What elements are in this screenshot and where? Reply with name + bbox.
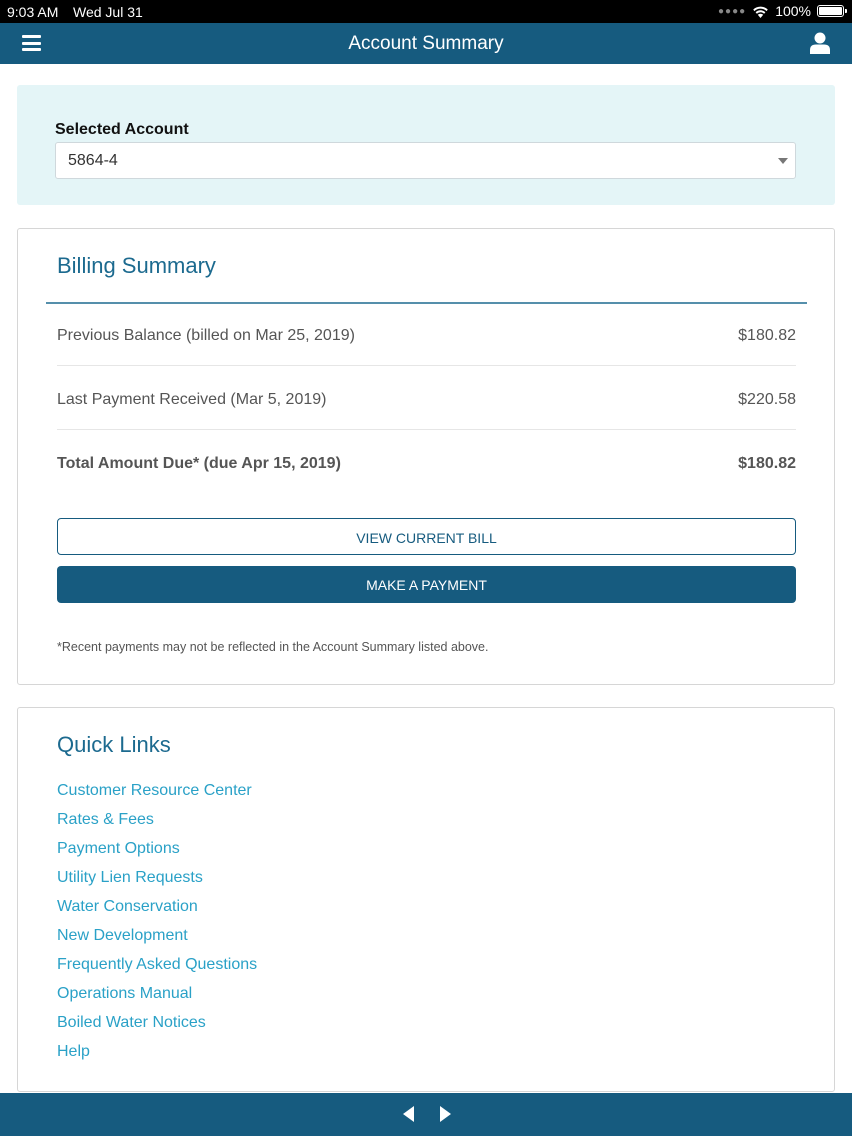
status-bar — [0, 0, 852, 23]
make-payment-button[interactable]: MAKE A PAYMENT — [57, 566, 796, 603]
back-arrow-icon[interactable] — [403, 1106, 414, 1122]
battery-icon — [817, 5, 844, 17]
status-date: Wed Jul 31 — [73, 4, 143, 20]
account-selector-panel — [17, 85, 835, 205]
payment-note: *Recent payments may not be reflected in the Account Summary listed above. — [57, 640, 489, 654]
chevron-down-icon — [778, 158, 788, 164]
link-payment-options[interactable]: Payment Options — [57, 840, 180, 857]
bottom-toolbar — [0, 1093, 852, 1136]
previous-balance-row — [57, 327, 796, 366]
row-label: Last Payment Received (Mar 5, 2019) — [57, 391, 327, 408]
account-select[interactable] — [55, 142, 796, 179]
divider — [46, 302, 807, 304]
row-label: Previous Balance (billed on Mar 25, 2019) — [57, 327, 355, 344]
account-select-value: 5864-4 — [68, 152, 118, 169]
row-amount: $220.58 — [738, 391, 796, 408]
selected-account-label: Selected Account — [55, 121, 189, 138]
link-new-development[interactable]: New Development — [57, 927, 188, 944]
view-current-bill-button[interactable]: VIEW CURRENT BILL — [57, 518, 796, 555]
billing-summary-card — [17, 228, 835, 685]
battery-percent: 100% — [775, 3, 811, 19]
link-utility-lien-requests[interactable]: Utility Lien Requests — [57, 869, 203, 886]
page-title: Account Summary — [348, 33, 504, 54]
link-rates-fees[interactable]: Rates & Fees — [57, 811, 154, 828]
status-time: 9:03 AM — [7, 4, 59, 20]
row-amount: $180.82 — [738, 327, 796, 344]
link-operations-manual[interactable]: Operations Manual — [57, 985, 193, 1002]
total-due-row — [57, 455, 796, 479]
link-customer-resource-center[interactable]: Customer Resource Center — [57, 782, 252, 799]
last-payment-row — [57, 391, 796, 430]
quick-links-list — [57, 782, 257, 1072]
row-amount: $180.82 — [738, 455, 796, 472]
quick-links-card — [17, 707, 835, 1092]
multitasking-dots-icon: ●●●● — [718, 5, 747, 17]
forward-arrow-icon[interactable] — [440, 1106, 451, 1122]
nav-bar — [0, 23, 852, 64]
wifi-icon — [752, 5, 769, 18]
user-icon[interactable] — [810, 32, 830, 54]
link-faq[interactable]: Frequently Asked Questions — [57, 956, 258, 973]
link-water-conservation[interactable]: Water Conservation — [57, 898, 198, 915]
quick-links-title: Quick Links — [57, 732, 171, 757]
billing-summary-title: Billing Summary — [57, 253, 216, 278]
link-help[interactable]: Help — [57, 1043, 90, 1060]
row-label: Total Amount Due* (due Apr 15, 2019) — [57, 455, 341, 472]
status-right — [718, 3, 844, 19]
link-boiled-water-notices[interactable]: Boiled Water Notices — [57, 1014, 206, 1031]
